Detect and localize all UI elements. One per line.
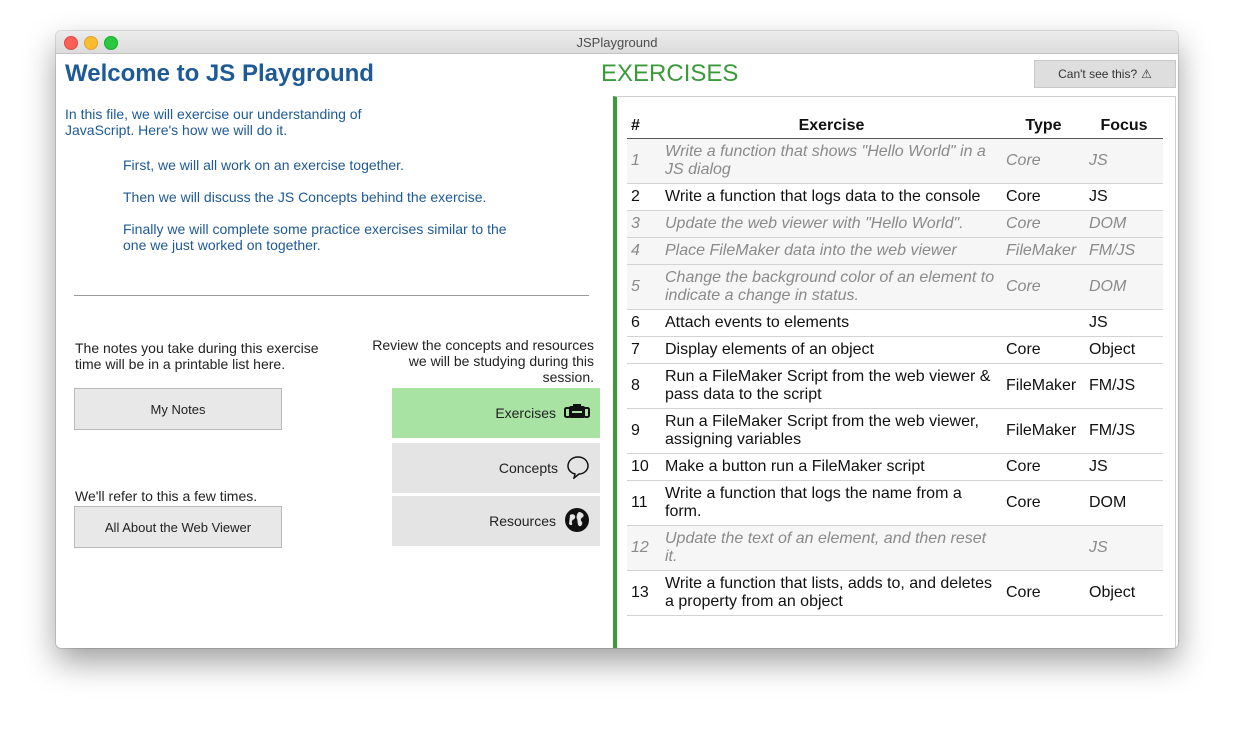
refer-description: We'll refer to this a few times. <box>75 488 258 504</box>
table-row[interactable] <box>627 571 1163 616</box>
column-header-focus: Focus <box>1085 113 1163 139</box>
cell-focus: DOM <box>1085 211 1163 238</box>
cell-exercise: Place FileMaker data into the web viewer <box>661 238 1002 265</box>
intro-text: In this file, we will exercise our understanding of JavaScript. Here's how we will do it. <box>65 106 362 138</box>
cell-type <box>1002 310 1085 337</box>
cell-number: 7 <box>627 337 661 364</box>
table-row[interactable] <box>627 481 1163 526</box>
cell-exercise: Attach events to elements <box>661 310 1002 337</box>
cell-number: 8 <box>627 364 661 409</box>
exercises-panel <box>613 96 1176 648</box>
cell-number: 6 <box>627 310 661 337</box>
cell-focus: FM/JS <box>1085 238 1163 265</box>
table-row[interactable] <box>627 211 1163 238</box>
column-header-type: Type <box>1002 113 1085 139</box>
cell-exercise: Write a function that logs data to the console <box>661 184 1002 211</box>
nav-exercises-button[interactable] <box>392 388 600 438</box>
exercises-table <box>627 113 1163 616</box>
cell-type: Core <box>1002 139 1085 184</box>
cell-exercise: Run a FileMaker Script from the web viewer, assigning variables <box>661 409 1002 454</box>
welcome-heading: Welcome to JS Playground <box>65 60 374 87</box>
cell-type: Core <box>1002 184 1085 211</box>
window-title: JSPlayground <box>576 35 658 50</box>
layout-content <box>56 54 1178 648</box>
cell-exercise: Update the text of an element, and then reset it. <box>661 526 1002 571</box>
cell-focus: FM/JS <box>1085 409 1163 454</box>
section-divider <box>74 295 589 296</box>
thought-bubble-icon <box>566 455 590 482</box>
gamepad-icon <box>564 403 590 424</box>
table-header-row <box>627 113 1163 139</box>
cell-number: 10 <box>627 454 661 481</box>
my-notes-button[interactable]: My Notes <box>74 388 282 430</box>
cant-see-label: Can't see this? <box>1058 67 1138 81</box>
cell-exercise: Write a function that shows "Hello World" in a JS dialog <box>661 139 1002 184</box>
warning-icon: ⚠ <box>1141 67 1152 81</box>
notes-description: The notes you take during this exercise time will be in a printable list here. <box>75 340 319 372</box>
cell-number: 2 <box>627 184 661 211</box>
cell-focus: JS <box>1085 184 1163 211</box>
nav-concepts-button[interactable] <box>392 443 600 493</box>
nav-resources-label: Resources <box>489 513 556 529</box>
cell-type: Core <box>1002 454 1085 481</box>
cell-type: Core <box>1002 265 1085 310</box>
table-row[interactable] <box>627 526 1163 571</box>
cell-exercise: Write a function that lists, adds to, and deletes a property from an object <box>661 571 1002 616</box>
cant-see-button[interactable] <box>1034 60 1176 88</box>
globe-icon <box>564 507 590 536</box>
app-window <box>56 31 1178 648</box>
cell-focus: DOM <box>1085 265 1163 310</box>
cell-exercise: Write a function that logs the name from a form. <box>661 481 1002 526</box>
cell-number: 3 <box>627 211 661 238</box>
cell-number: 4 <box>627 238 661 265</box>
cell-number: 9 <box>627 409 661 454</box>
table-row[interactable] <box>627 364 1163 409</box>
nav-concepts-label: Concepts <box>498 460 558 476</box>
cell-focus: JS <box>1085 310 1163 337</box>
cell-type: Core <box>1002 337 1085 364</box>
step-2-text: Then we will discuss the JS Concepts behind the exercise. <box>123 189 487 205</box>
table-row[interactable] <box>627 409 1163 454</box>
cell-exercise: Display elements of an object <box>661 337 1002 364</box>
cell-focus: Object <box>1085 571 1163 616</box>
cell-type <box>1002 526 1085 571</box>
cell-number: 5 <box>627 265 661 310</box>
cell-exercise: Update the web viewer with "Hello World". <box>661 211 1002 238</box>
cell-type: FileMaker <box>1002 409 1085 454</box>
table-row[interactable] <box>627 184 1163 211</box>
review-description: Review the concepts and resources we will be studying during this session. <box>372 337 594 385</box>
cell-number: 12 <box>627 526 661 571</box>
cell-focus: JS <box>1085 139 1163 184</box>
table-row[interactable] <box>627 454 1163 481</box>
cell-number: 11 <box>627 481 661 526</box>
step-3-text: Finally we will complete some practice exercises similar to the one we just worked on together. <box>123 221 507 253</box>
cell-type: FileMaker <box>1002 364 1085 409</box>
cell-exercise: Run a FileMaker Script from the web viewer & pass data to the script <box>661 364 1002 409</box>
cell-exercise: Change the background color of an element to indicate a change in status. <box>661 265 1002 310</box>
nav-exercises-label: Exercises <box>495 405 556 421</box>
column-header-number: # <box>627 113 661 139</box>
table-row[interactable] <box>627 139 1163 184</box>
cell-number: 1 <box>627 139 661 184</box>
step-1-text: First, we will all work on an exercise together. <box>123 157 404 173</box>
cell-focus: FM/JS <box>1085 364 1163 409</box>
cell-focus: JS <box>1085 454 1163 481</box>
table-row[interactable] <box>627 310 1163 337</box>
table-row[interactable] <box>627 238 1163 265</box>
cell-type: Core <box>1002 211 1085 238</box>
column-header-exercise: Exercise <box>661 113 1002 139</box>
cell-focus: DOM <box>1085 481 1163 526</box>
cell-focus: Object <box>1085 337 1163 364</box>
web-viewer-button[interactable]: All About the Web Viewer <box>74 506 282 548</box>
table-row[interactable] <box>627 337 1163 364</box>
exercises-heading: EXERCISES <box>601 60 739 87</box>
cell-focus: JS <box>1085 526 1163 571</box>
nav-resources-button[interactable] <box>392 496 600 546</box>
table-row[interactable] <box>627 265 1163 310</box>
cell-type: Core <box>1002 571 1085 616</box>
cell-type: Core <box>1002 481 1085 526</box>
title-bar <box>56 31 1178 54</box>
cell-exercise: Make a button run a FileMaker script <box>661 454 1002 481</box>
cell-number: 13 <box>627 571 661 616</box>
cell-type: FileMaker <box>1002 238 1085 265</box>
